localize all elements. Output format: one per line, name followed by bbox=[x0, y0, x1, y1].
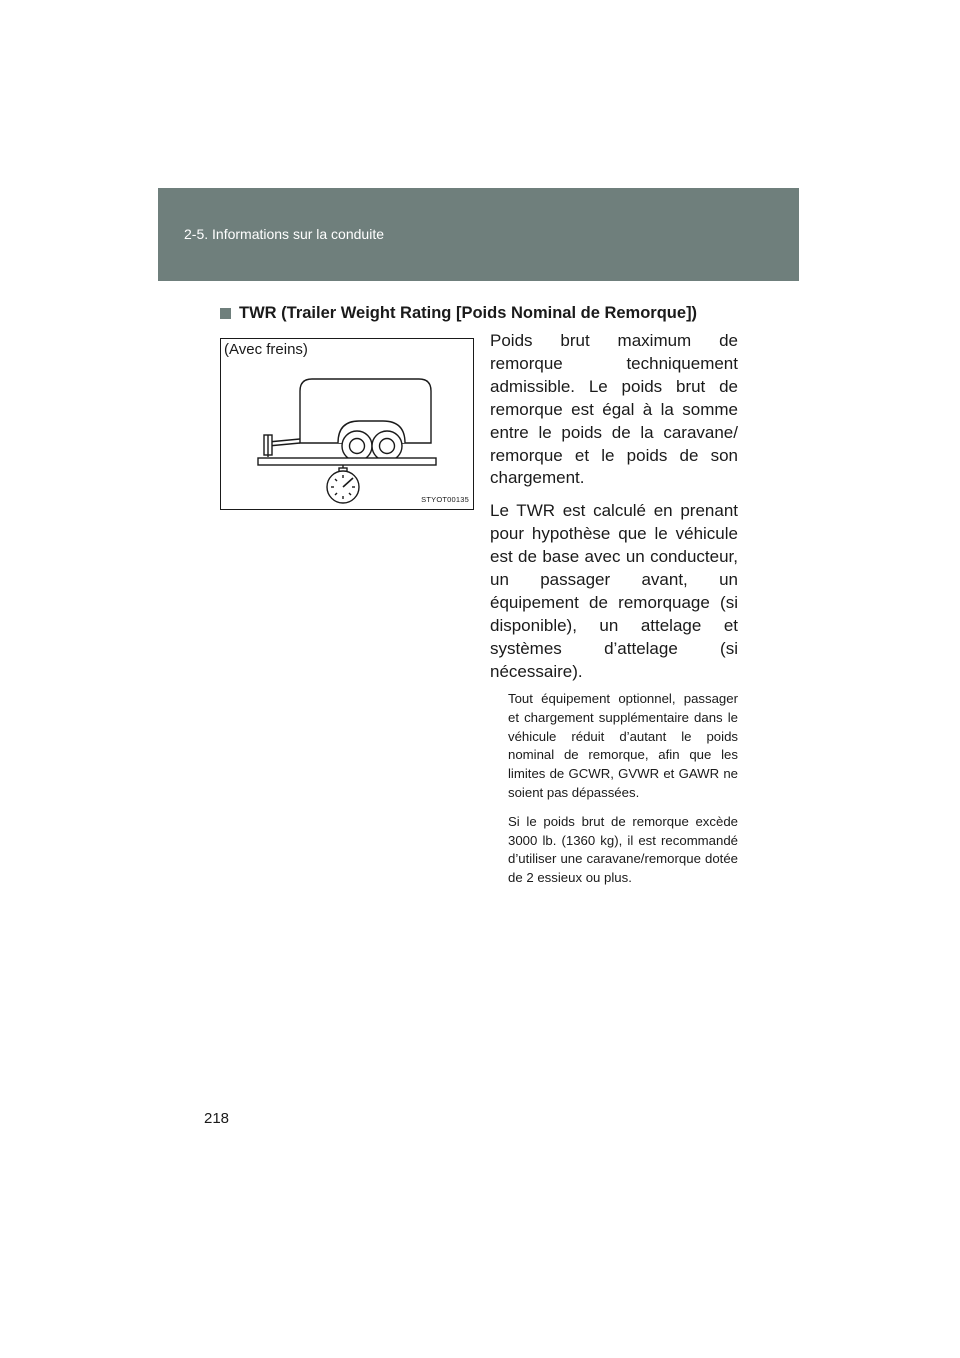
body-text-column bbox=[490, 330, 738, 694]
note-optional-equipment: Tout équipement optionnel, passager et chargement supplémentaire dans le véhicule réduit d’autant le poids nominal de remorque, afin que les limites de GCWR, GVWR et GAWR ne soient pas dépassées. bbox=[508, 691, 738, 800]
page-number: 218 bbox=[204, 1110, 230, 1127]
figure-label: (Avec freins) bbox=[224, 341, 308, 358]
chapter-header-band bbox=[158, 188, 799, 281]
figure-code: STYOT00135 bbox=[421, 495, 469, 504]
square-bullet-icon bbox=[220, 308, 231, 319]
chapter-header-title: 2-5. Informations sur la conduite bbox=[184, 226, 384, 242]
trailer-figure bbox=[220, 338, 474, 510]
section-heading-text: TWR (Trailer Weight Rating [Poids Nominal de Remorque]) bbox=[239, 304, 698, 322]
trailer-on-scale-illustration bbox=[221, 339, 475, 511]
note-axles: Si le poids brut de remorque excède 3000 lb. (1360 kg), il est recommandé d’utiliser une caravane/remorque dotée de 2 essieux ou plus. bbox=[508, 813, 738, 886]
paragraph-calculation: Le TWR est calculé en prenant pour hypothèse que le véhicule est de base avec un conducteur, un passager avant, un équipement de remorquage (si disponible), un attelage et systèmes d’attelage (si nécessaire). bbox=[490, 501, 738, 681]
paragraph-definition: Poids brut maximum de remorque techniquement admissible. Le poids brut de remorque est égal à la somme entre le poids de la caravane/ remorque et le poids de son chargement. bbox=[490, 331, 738, 488]
notes-column bbox=[508, 690, 738, 898]
section-heading bbox=[220, 304, 780, 323]
